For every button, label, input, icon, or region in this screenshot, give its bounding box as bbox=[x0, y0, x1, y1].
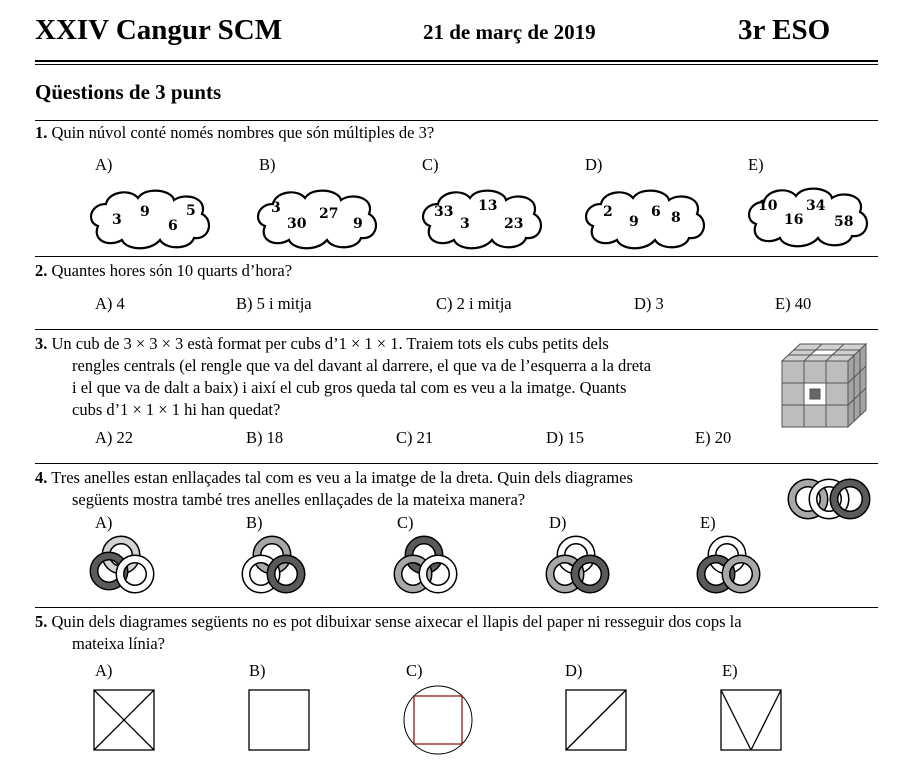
question-text: Quantes hores són 10 quarts d’hora? bbox=[51, 261, 293, 280]
option-d: D) 3 bbox=[634, 294, 664, 313]
cloud-number: 6 bbox=[168, 218, 178, 234]
option-label-b: B) bbox=[249, 661, 266, 680]
cloud-number: 30 bbox=[287, 216, 307, 232]
option-b: B) 18 bbox=[246, 428, 284, 447]
exam-level: 3r ESO bbox=[738, 14, 831, 46]
question-number: 3. bbox=[35, 334, 48, 353]
option-label-a: A) bbox=[95, 661, 113, 680]
option-e: E) 40 bbox=[775, 294, 812, 313]
cloud-number: 5 bbox=[186, 203, 196, 219]
diagram-e bbox=[721, 690, 781, 750]
option-a: A) 22 bbox=[95, 428, 134, 447]
question-line-2: rengles centrals (el rengle que va del davant al darrere, el que va de l’esquerra a la dreta bbox=[72, 356, 652, 375]
option-label-e: E) bbox=[700, 513, 716, 532]
question-number: 2. bbox=[35, 261, 48, 280]
option-label-b: B) bbox=[259, 155, 276, 174]
question-text: Quin dels diagrames següents no es pot dibuixar sense aixecar el llapis del paper ni resseguir dos cops la bbox=[51, 612, 742, 631]
option-b: B) 5 i mitja bbox=[236, 294, 312, 313]
question-text: Un cub de 3 × 3 × 3 està format per cubs d’1 × 1 × 1. Traiem tots els cubs petits dels bbox=[51, 334, 609, 353]
diagram-a bbox=[94, 690, 154, 750]
option-a: A) 4 bbox=[95, 294, 125, 313]
question-number: 1. bbox=[35, 123, 48, 142]
cloud-number: 33 bbox=[434, 204, 454, 220]
question-line-4: cubs d’1 × 1 × 1 hi han quedat? bbox=[72, 400, 281, 419]
cloud-number: 6 bbox=[651, 204, 661, 220]
diagram-b bbox=[249, 690, 309, 750]
option-label-d: D) bbox=[549, 513, 567, 532]
question-text: Quin núvol conté només nombres que són múltiples de 3? bbox=[51, 123, 435, 142]
option-label-a: A) bbox=[95, 513, 113, 532]
question-number: 5. bbox=[35, 612, 48, 631]
cloud-number: 16 bbox=[784, 212, 804, 228]
option-label-e: E) bbox=[722, 661, 738, 680]
option-label-c: C) bbox=[406, 661, 423, 680]
cloud-number: 13 bbox=[478, 198, 498, 214]
cloud-number: 8 bbox=[671, 210, 681, 226]
diagram-c bbox=[404, 686, 472, 754]
option-label-a: A) bbox=[95, 155, 113, 174]
question-text: Tres anelles estan enllaçades tal com es veu a la imatge de la dreta. Quin dels diagrames bbox=[51, 468, 633, 487]
question-line-3: i el que va de dalt a baix) i així el cub gros queda tal com es veu a la imatge. Quants bbox=[72, 378, 627, 397]
exam-date: 21 de març de 2019 bbox=[423, 20, 596, 44]
option-label-d: D) bbox=[565, 661, 583, 680]
option-label-b: B) bbox=[246, 513, 263, 532]
option-label-c: C) bbox=[422, 155, 439, 174]
option-label-e: E) bbox=[748, 155, 764, 174]
cloud-number: 23 bbox=[504, 216, 524, 232]
cloud-number: 27 bbox=[319, 206, 339, 222]
cloud-number: 3 bbox=[112, 212, 122, 228]
cloud-number: 10 bbox=[758, 198, 778, 214]
option-c: C) 21 bbox=[396, 428, 434, 447]
cloud-number: 3 bbox=[271, 200, 281, 216]
option-label-c: C) bbox=[397, 513, 414, 532]
section-title: Qüestions de 3 punts bbox=[35, 80, 222, 104]
question-line-2: següents mostra també tres anelles enllaçades de la mateixa manera? bbox=[72, 490, 526, 509]
cloud-number: 3 bbox=[460, 216, 470, 232]
cloud-number: 34 bbox=[806, 198, 826, 214]
cloud-number: 9 bbox=[353, 216, 363, 232]
option-c: C) 2 i mitja bbox=[436, 294, 512, 313]
cloud-number: 2 bbox=[603, 204, 613, 220]
cloud-number: 58 bbox=[834, 214, 854, 230]
option-label-d: D) bbox=[585, 155, 603, 174]
option-d: D) 15 bbox=[546, 428, 585, 447]
cloud-number: 9 bbox=[140, 204, 150, 220]
exam-title: XXIV Cangur SCM bbox=[35, 14, 283, 46]
question-number: 4. bbox=[35, 468, 48, 487]
cloud-number: 9 bbox=[629, 214, 639, 230]
question-line-2: mateixa línia? bbox=[72, 634, 165, 653]
option-e: E) 20 bbox=[695, 428, 732, 447]
diagram-d bbox=[566, 690, 626, 750]
